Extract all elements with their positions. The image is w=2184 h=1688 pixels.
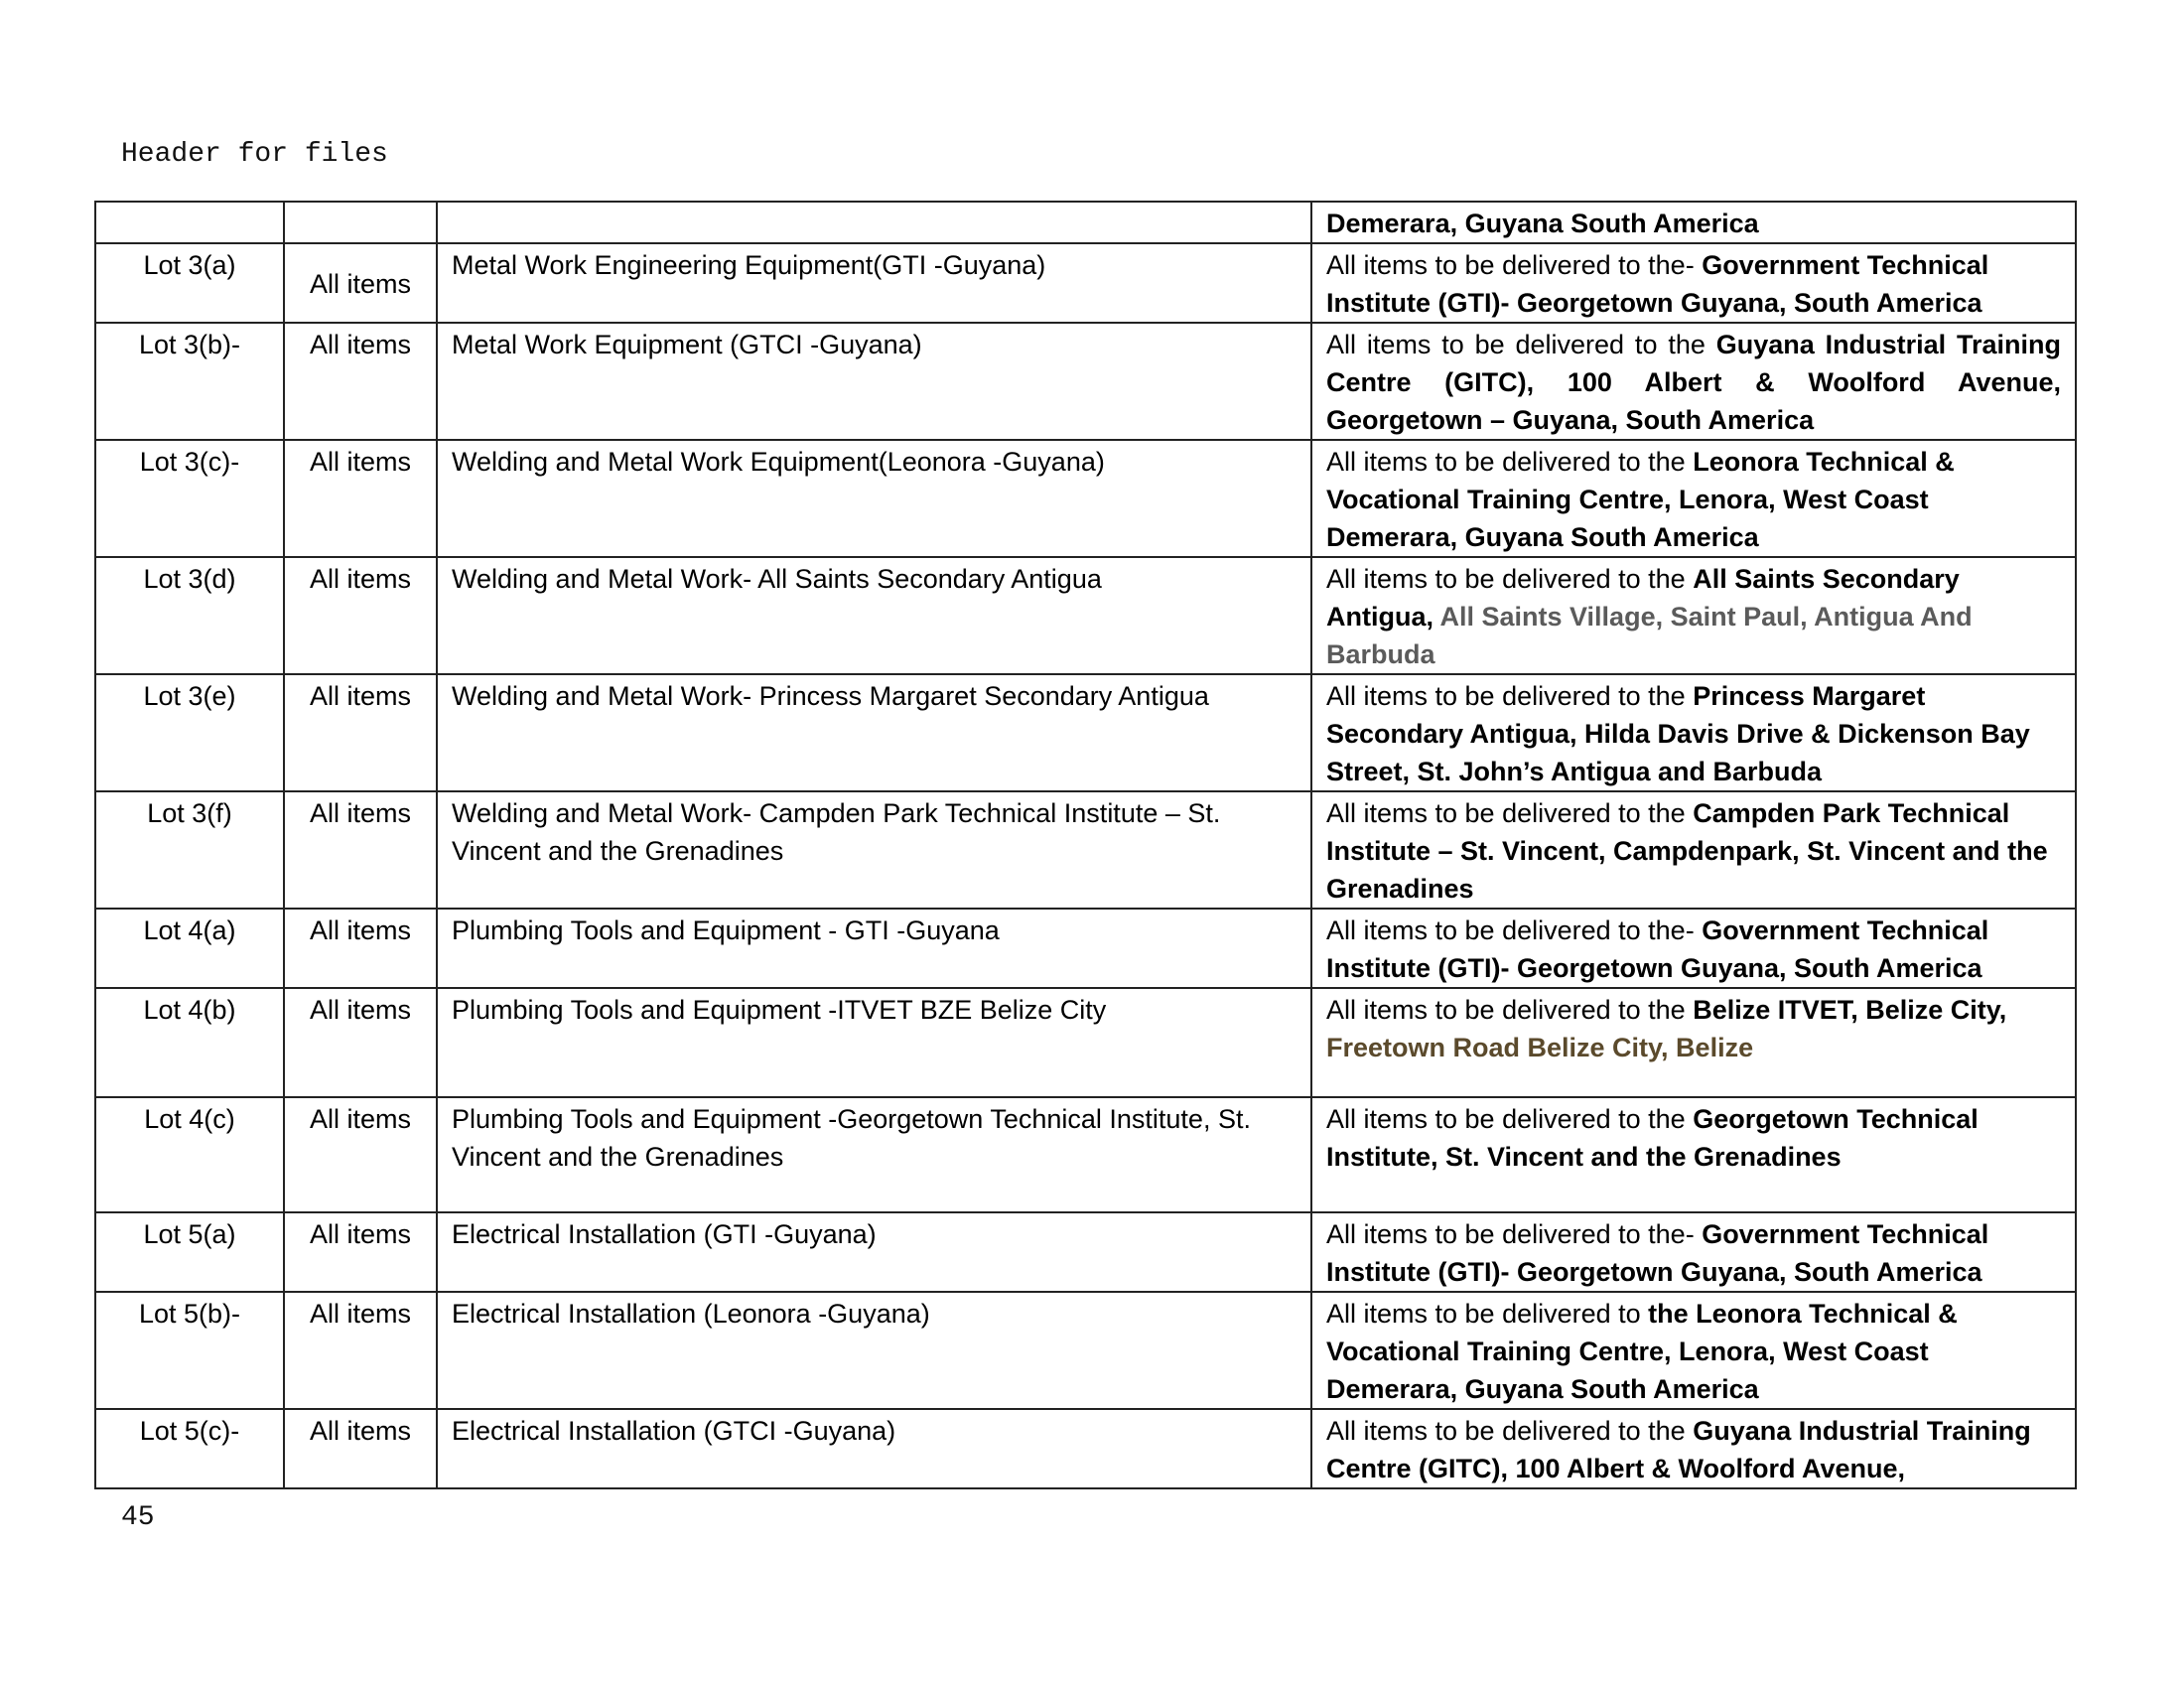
lot-cell: Lot 3(c)- (95, 440, 284, 557)
delivery-text-bold: Campden Park Technical Institute – St. Vincent, Campdenpark, St. Vincent and the Grenadines (1326, 798, 2048, 904)
delivery-text: All items to be delivered to the (1326, 564, 1694, 594)
description-cell: Welding and Metal Work Equipment(Leonora -Guyana) (437, 440, 1311, 557)
items-cell: All items (284, 1097, 437, 1212)
delivery-text: All items to be delivered to the (1326, 995, 1694, 1025)
delivery-text-bold: Government Technical Institute (GTI)- Georgetown Guyana, South America (1326, 915, 1989, 983)
lot-cell: Lot 3(e) (95, 674, 284, 791)
lot-cell: Lot 4(c) (95, 1097, 284, 1212)
table-row (95, 674, 2076, 791)
table-row (95, 1292, 2076, 1409)
description-cell: Welding and Metal Work- Campden Park Technical Institute – St. Vincent and the Grenadines (437, 791, 1311, 909)
delivery-cell (1311, 1292, 2076, 1409)
lot-cell (95, 202, 284, 243)
delivery-text-bold: Belize ITVET, Belize City, (1693, 995, 2007, 1025)
table-row (95, 791, 2076, 909)
description-cell: Plumbing Tools and Equipment -Georgetown Technical Institute, St. Vincent and the Grenadines (437, 1097, 1311, 1212)
lot-cell: Lot 3(a) (95, 243, 284, 323)
items-cell: All items (284, 791, 437, 909)
table-row (95, 557, 2076, 674)
delivery-text: All items to be delivered to the (1326, 447, 1694, 477)
delivery-text: All items to be delivered to the- (1326, 915, 1703, 945)
items-cell: All items (284, 1212, 437, 1292)
delivery-text: All items to be delivered to the (1326, 1416, 1694, 1446)
delivery-text: All items to be delivered to the- (1326, 250, 1703, 280)
page-number: 45 (121, 1502, 155, 1533)
table-row (95, 323, 2076, 440)
items-cell: All items (284, 557, 437, 674)
document-header: Header for files (121, 139, 388, 170)
delivery-text: All items to be delivered to the (1326, 681, 1694, 711)
description-cell: Plumbing Tools and Equipment - GTI -Guyana (437, 909, 1311, 988)
delivery-text: All items to be delivered to the (1326, 330, 1716, 359)
description-cell: Electrical Installation (GTI -Guyana) (437, 1212, 1311, 1292)
delivery-text-bold: Guyana Industrial Training Centre (GITC), 100 Albert & Woolford Avenue, Georgetown – Guyana, South America (1326, 330, 2061, 435)
description-cell: Plumbing Tools and Equipment -ITVET BZE Belize City (437, 988, 1311, 1097)
delivery-cell (1311, 243, 2076, 323)
delivery-text-bold: Government Technical Institute (GTI)- Georgetown Guyana, South America (1326, 1219, 1989, 1287)
delivery-cell (1311, 1097, 2076, 1212)
delivery-text: All items to be delivered to the- (1326, 1219, 1703, 1249)
delivery-cell (1311, 909, 2076, 988)
items-cell: All items (284, 909, 437, 988)
lot-cell: Lot 5(a) (95, 1212, 284, 1292)
table-row (95, 909, 2076, 988)
delivery-text-bold: the Leonora Technical & Vocational Training Centre, Lenora, West Coast Demerara, Guyana South America (1326, 1299, 1958, 1404)
delivery-cell (1311, 323, 2076, 440)
delivery-text-bold: Princess Margaret Secondary Antigua, Hilda Davis Drive & Dickenson Bay Street, St. John’s Antigua and Barbuda (1326, 681, 2030, 786)
items-cell: All items (284, 1409, 437, 1488)
delivery-cell (1311, 791, 2076, 909)
items-cell: All items (284, 674, 437, 791)
delivery-text-bold: Guyana Industrial Training Centre (GITC), 100 Albert & Woolford Avenue, (1326, 1416, 2031, 1483)
items-cell (284, 202, 437, 243)
delivery-cell (1311, 202, 2076, 243)
delivery-text-bold: Georgetown Technical Institute, St. Vincent and the Grenadines (1326, 1104, 1979, 1172)
delivery-cell (1311, 988, 2076, 1097)
delivery-text-bold: Demerara, Guyana South America (1326, 209, 1759, 238)
lot-cell: Lot 5(b)- (95, 1292, 284, 1409)
delivery-text: All items to be delivered to the (1326, 1104, 1694, 1134)
delivery-cell (1311, 674, 2076, 791)
items-cell: All items (284, 988, 437, 1097)
description-cell: Electrical Installation (GTCI -Guyana) (437, 1409, 1311, 1488)
delivery-cell (1311, 1212, 2076, 1292)
lot-cell: Lot 3(b)- (95, 323, 284, 440)
delivery-text-bold: Government Technical Institute (GTI)- Georgetown Guyana, South America (1326, 250, 1989, 318)
lot-cell: Lot 3(f) (95, 791, 284, 909)
table-row (95, 202, 2076, 243)
lot-cell: Lot 4(a) (95, 909, 284, 988)
delivery-text: All items to be delivered to (1326, 1299, 1649, 1329)
delivery-cell (1311, 440, 2076, 557)
lot-cell: Lot 4(b) (95, 988, 284, 1097)
description-cell (437, 202, 1311, 243)
table-row (95, 243, 2076, 323)
delivery-text-bold: All Saints Secondary Antigua, (1326, 564, 1960, 632)
description-cell: Metal Work Equipment (GTCI -Guyana) (437, 323, 1311, 440)
delivery-address-text: Freetown Road Belize City, Belize (1326, 1033, 1754, 1062)
table-row (95, 1409, 2076, 1488)
table-row (95, 1097, 2076, 1212)
items-cell: All items (284, 323, 437, 440)
description-cell: Welding and Metal Work- Princess Margaret Secondary Antigua (437, 674, 1311, 791)
delivery-address-text: All Saints Village, Saint Paul, Antigua And Barbuda (1326, 602, 1973, 669)
table-row (95, 1212, 2076, 1292)
description-cell: Metal Work Engineering Equipment(GTI -Guyana) (437, 243, 1311, 323)
description-cell: Welding and Metal Work- All Saints Secondary Antigua (437, 557, 1311, 674)
delivery-text-bold: Leonora Technical & Vocational Training Centre, Lenora, West Coast Demerara, Guyana South America (1326, 447, 1955, 552)
items-cell: All items (284, 1292, 437, 1409)
delivery-cell (1311, 1409, 2076, 1488)
lot-cell: Lot 5(c)- (95, 1409, 284, 1488)
items-cell: All items (284, 243, 437, 323)
table-row (95, 440, 2076, 557)
table-row (95, 988, 2076, 1097)
delivery-text: All items to be delivered to the (1326, 798, 1694, 828)
delivery-cell (1311, 557, 2076, 674)
description-cell: Electrical Installation (Leonora -Guyana) (437, 1292, 1311, 1409)
lots-table (94, 201, 2077, 1489)
items-cell: All items (284, 440, 437, 557)
lot-cell: Lot 3(d) (95, 557, 284, 674)
